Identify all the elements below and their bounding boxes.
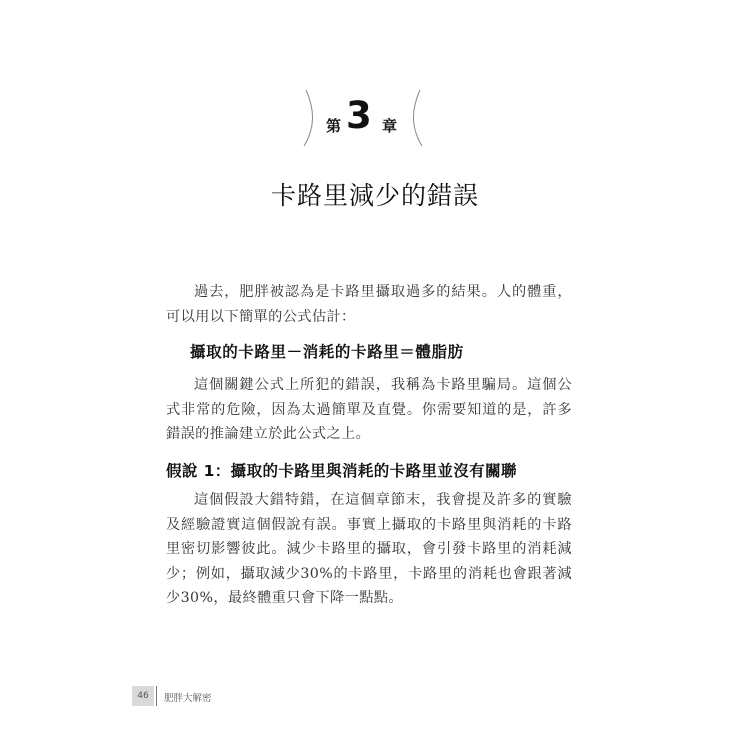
footer-divider bbox=[156, 686, 157, 706]
paragraph-formula-error: 這個關鍵公式上所犯的錯誤，我稱為卡路里騙局。這個公式非常的危險，因為太過簡單及直覺。你需要知道的是，許多錯誤的推論建立於此公式之上。 bbox=[166, 377, 572, 442]
chapter-mark bbox=[300, 88, 426, 148]
page-number: 46 bbox=[132, 686, 154, 706]
paragraph-intro: 過去，肥胖被認為是卡路里攝取過多的結果。人的體重，可以用以下簡單的公式估計： bbox=[166, 284, 572, 325]
chapter-title: 卡路里減少的錯誤 bbox=[270, 181, 479, 210]
chapter-number: 3 bbox=[346, 94, 372, 137]
formula-line: 攝取的卡路里－消耗的卡路里＝體脂肪 bbox=[190, 342, 464, 361]
paragraph-hypothesis: 這個假設大錯特錯，在這個章節末，我會提及許多的實驗及經驗證實這個假說有誤。事實上攝取的卡路里與消耗的卡路里密切影響彼此。減少卡路里的攝取，會引發卡路里的消耗減少；例如，攝取減少30%的卡路里，卡路里的消耗也會跟著減少30%，最終體重只會下降一點點。 bbox=[166, 492, 572, 606]
chapter-suffix: 章 bbox=[382, 117, 398, 135]
hypothesis-heading: 假說 1：攝取的卡路里與消耗的卡路里並沒有關聯 bbox=[166, 462, 517, 480]
chapter-prefix: 第 bbox=[326, 117, 342, 135]
running-book-title: 肥胖大解密 bbox=[164, 693, 212, 704]
